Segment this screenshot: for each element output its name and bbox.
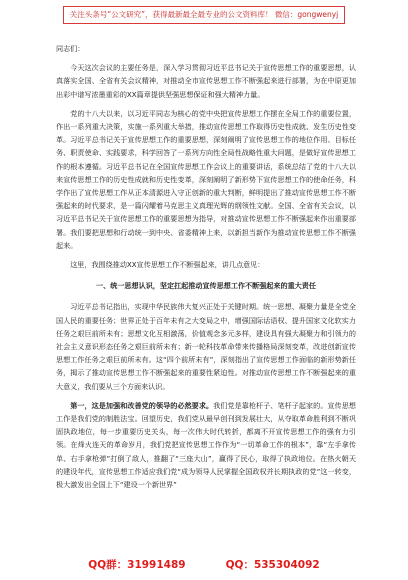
paragraph-1: 今天这次会议的主要任务是，深入学习贯彻习近平总书记关于宣传思想工作的重要思想，认真落实全国、全省有关会议精神，对推动全市宣传思想工作不断强起来进行部署，为在中原更加出彩中谱写浓墨重彩的XX篇章提供坚强思想保证和强大精神力量。: [56, 63, 356, 99]
paragraph-2: 党的十八大以来，以习近平同志为核心的党中央把宣传思想工作摆在全局工作的重要位置，作出一系列重大决策，实施一系列重大举措，推动宣传思想工作取得历史性成就、发生历史性变革。习近平总书记关于宣传思想工作的重要思想，深刻阐明了宣传思想工作的地位作用、目标任务、职责使命、实践要求，科学回答了一系列方向性全局性战略性重大问题，是做好宣传思想工作的根本遵循。习近平总书记在全国宣传思想工作会议上的重要讲话，系统总结了党的十八大以来宣传思想工作的历史性成就和历史性变革，深刻阐明了新形势下宣传思想工作的使命任务，科学作出了宣传思想工作从正本清源进入守正创新的重大判断，鲜明提出了推动宣传思想工作不断强起来的时代要求，是一篇闪耀着马克思主义真理光辉的纲领性文献。全国、全省有关会议，以习近平总书记关于宣传思想工作的重要思想为指导，对推动宣传思想工作不断强起来作出重要部署。我们要把思想和行动统一到中央、省委精神上来，以新担当新作为推动宣传思想工作不断强起来。: [56, 108, 356, 250]
section-heading-1: 一、统一思想认识，坚定扛起推动宣传思想工作不断强起来的重大责任: [96, 281, 316, 291]
qq-number: QQ：535304092: [225, 559, 320, 571]
header-banner: [0, 0, 408, 30]
paragraph-3: 这里，我围绕推动XX宣传思想工作不断强起来，讲几点意见：: [70, 260, 265, 270]
document-body: [56, 42, 356, 491]
paragraph-4: 习近平总书记指出，实现中华民族伟大复兴正处于关键时期。统一思想、凝聚力量是全党全国人民的重要任务；世界正处于百年未有之大变局之中，增强国际话语权、提升国家文化软实力任务之艰巨前所未有；思想文化互相激荡，价值观念多元多样，建设具有强大凝聚力和引领力的社会主义意识形态任务之艰巨前所未有；新一轮科技革命带来传播格局深刻变革，改进创新宣传思想工作任务之艰巨前所未有。这“四个前所未有”，深刻指出了宣传思想工作面临的新形势新任务，揭示了推动宣传思想工作不断强起来的重要性紧迫性。对推动宣传思想工作不断强起来的重大意义，我们要从三个方面来认识。: [56, 302, 356, 391]
salutation: 同志们：: [56, 44, 85, 53]
paragraph-5: [56, 399, 356, 491]
banner-text: 关注头条号“公文研究”，获得最新最全最专业的公文资料库！ 微信：gongwenyj: [63, 6, 346, 24]
paragraph-5-lead: 第一，这是加强和改善党的领导的必然要求。: [70, 400, 214, 410]
footer-contacts: [0, 557, 408, 572]
paragraph-5-text: 我们党是靠枪杆子、笔杆子起家的。宣传思想工作是我们党的制胜法宝。回望历史，我们党从最早创刊到发展壮大，从夺取革命胜利到不断巩固执政地位，每一步重要历史关头，每一次伟大时代转折，都离不开宣传思想工作的强有力引领。在烽火连天的革命岁月，我们党把宣传思想工作作为“一切革命工作的根本”，靠“左手拿传单、右手拿枪弹”打倒了敌人，推翻了“三座大山”，赢得了民心，取得了执政地位。在热火朝天的建设年代，宣传思想工作适应我们党“成为领导人民掌握全国政权并长期执政的党”这一转变，极大激发出全国上下“建设一个新世界”: [56, 400, 357, 490]
qq-group: QQ群：31991489: [88, 559, 186, 571]
